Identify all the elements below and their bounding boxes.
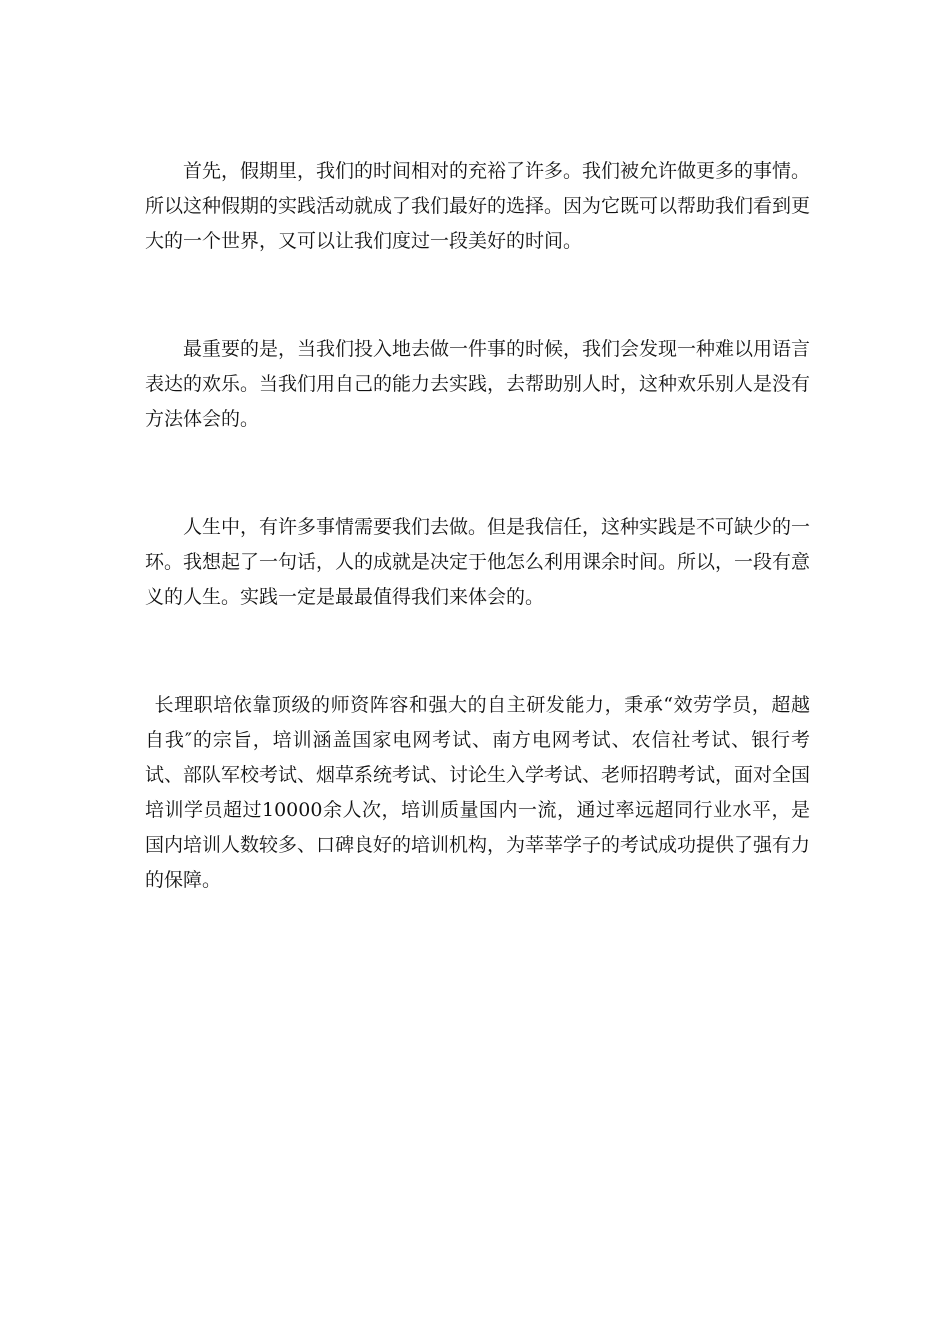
paragraph-life-practice: 人生中，有许多事情需要我们去做。但是我信任，这种实践是不可缺少的一环。我想起了一句话，人的成就是决定于他怎么利用课余时间。所以，一段有意义的人生。实践一定是最最值得我们来体会的。 bbox=[145, 516, 811, 608]
paragraph-training-advert: 长理职培依靠顶级的师资阵容和强大的自主研发能力，秉承“效劳学员，超越自我″的宗旨，培训涵盖国家电网考试、南方电网考试、农信社考试、银行考试、部队军校考试、烟草系统考试、讨论生入学考试、老师招聘考试，面对全国培训学员超过10000余人次，培训质量国内一流，通过率远超同行业水平，是国内培训人数较多、口碑良好的培训机构，为莘莘学子的考试成功提供了强有力的保障。 bbox=[145, 694, 811, 891]
paragraph-holiday-time: 首先，假期里，我们的时间相对的充裕了许多。我们被允许做更多的事情。所以这种假期的实践活动就成了我们最好的选择。因为它既可以帮助我们看到更大的一个世界，又可以让我们度过一段美好的时间。 bbox=[145, 160, 811, 252]
paragraph-joy-of-practice: 最重要的是，当我们投入地去做一件事的时候，我们会发现一种难以用语言表达的欢乐。当我们用自己的能力去实践，去帮助别人时，这种欢乐别人是没有方法体会的。 bbox=[145, 338, 811, 430]
